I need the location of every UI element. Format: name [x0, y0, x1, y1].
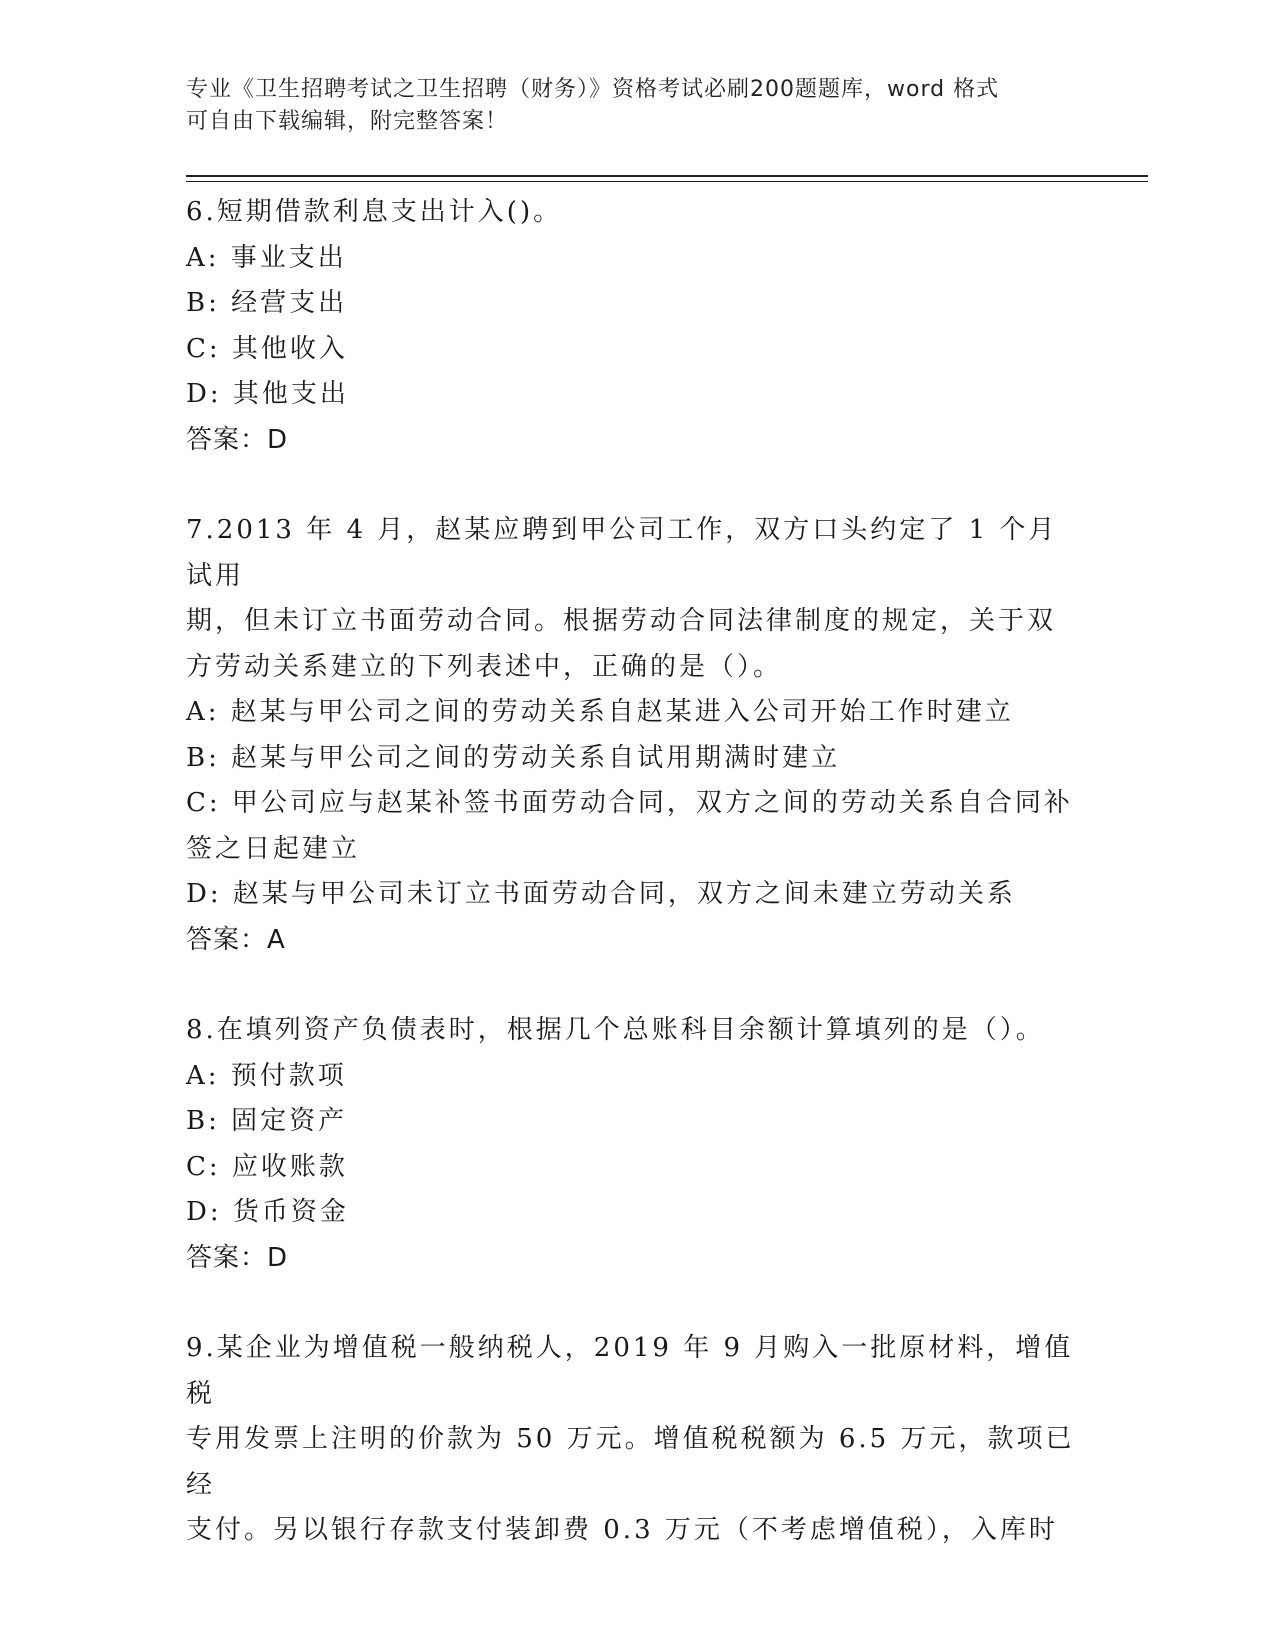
- question-stem-line: 6.短期借款利息支出计入()。: [186, 197, 563, 227]
- option-line: D: 货币资金: [186, 1197, 349, 1227]
- option-line: A: 赵某与甲公司之间的劳动关系自赵某进入公司开始工作时建立: [186, 697, 1014, 727]
- question-stem-line: 7.2013 年 4 月，赵某应聘到甲公司工作，双方口头约定了 1 个月试用: [186, 515, 1058, 591]
- question-stem-line: 8.在填列资产负债表时，根据几个总账科目余额计算填列的是（）。: [186, 1015, 1045, 1045]
- header-divider-thick: [186, 175, 1148, 177]
- option-line: C: 应收账款: [186, 1151, 348, 1182]
- question-block: [186, 190, 1086, 463]
- question-list: [186, 190, 1086, 1599]
- option-line: D: 其他支出: [186, 379, 349, 409]
- header-line-1: 专业《卫生招聘考试之卫生招聘（财务）》资格考试必刷200题题库，word 格式: [186, 77, 1000, 102]
- option-line: C: 其他收入: [186, 333, 348, 364]
- option-line: A: 事业支出: [186, 242, 347, 273]
- option-line: C: 甲公司应与赵某补签书面劳动合同，双方之间的劳动关系自合同补: [186, 788, 1073, 818]
- option-line: B: 经营支出: [186, 288, 348, 318]
- question-stem-line: 支付。另以银行存款支付装卸费 0.3 万元（不考虑增值税），入库时: [186, 1515, 1058, 1545]
- answer-line: 答案：A: [186, 924, 286, 955]
- option-line: D: 赵某与甲公司未订立书面劳动合同，双方之间未建立劳动关系: [186, 879, 1016, 909]
- option-line: 签之日起建立: [186, 833, 361, 864]
- question-block: [186, 1326, 1086, 1554]
- question-block: [186, 1008, 1086, 1281]
- header-divider-thin: [186, 181, 1148, 182]
- question-block: [186, 508, 1086, 963]
- question-stem-line: 9.某企业为增值税一般纳税人，2019 年 9 月购入一批原材料，增值税: [186, 1333, 1074, 1409]
- option-line: A: 预付款项: [186, 1060, 347, 1091]
- document-header: [186, 74, 1066, 138]
- header-line-2: 可自由下载编辑，附完整答案！: [186, 109, 509, 134]
- option-line: B: 赵某与甲公司之间的劳动关系自试用期满时建立: [186, 742, 841, 773]
- question-stem-line: 专用发票上注明的价款为 50 万元。增值税税额为 6.5 万元，款项已经: [186, 1424, 1075, 1500]
- answer-line: 答案：D: [186, 1242, 289, 1273]
- option-line: B: 固定资产: [186, 1106, 348, 1136]
- question-stem-line: 期，但未订立书面劳动合同。根据劳动合同法律制度的规定，关于双: [186, 606, 1057, 636]
- answer-line: 答案：D: [186, 424, 289, 455]
- question-stem-line: 方劳动关系建立的下列表述中，正确的是（）。: [186, 651, 783, 682]
